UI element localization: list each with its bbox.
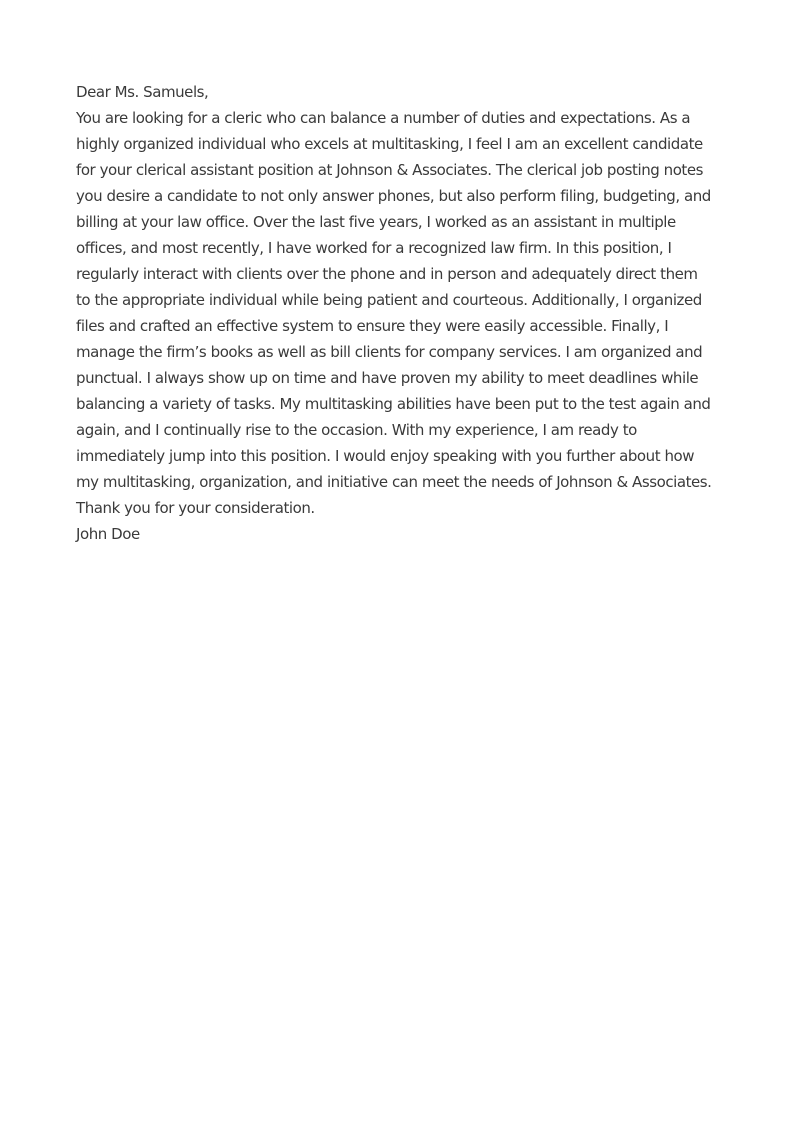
letter-signature: John Doe [76, 525, 140, 543]
letter-body: You are looking for a cleric who can balance a number of duties and expectations. As a highly organized individual who excels at multitasking, I feel I am an excellent candidate for your clerical assistant position at Johnson & Associates. The clerical job posting notes you desire a candidate to not only answer phones, but also perform filing, budgeting, and billing at your law office. Over the last five years, I worked as an assistant in multiple offices, and most recently, I have worked for a recognized law firm. In this position, I regularly interact with clients over the phone and in person and adequately direct them to the appropriate individual while being patient and courteous. Additionally, I organized files and crafted an effective system to ensure they were easily accessible. Finally, I manage the firm’s books as well as bill clients for company services. I am organized and punctual. I always show up on time and have proven my ability to meet deadlines while balancing a variety of tasks. My multitasking abilities have been put to the test again and again, and I continually rise to the occasion. With my experience, I am ready to immediately jump into this position. I would enjoy speaking with you further about how my multitasking, organization, and initiative can meet the needs of Johnson & Associates. Thank you for your consideration. [76, 109, 712, 517]
letter-salutation: Dear Ms. Samuels, [76, 83, 209, 101]
cover-letter [76, 79, 716, 547]
